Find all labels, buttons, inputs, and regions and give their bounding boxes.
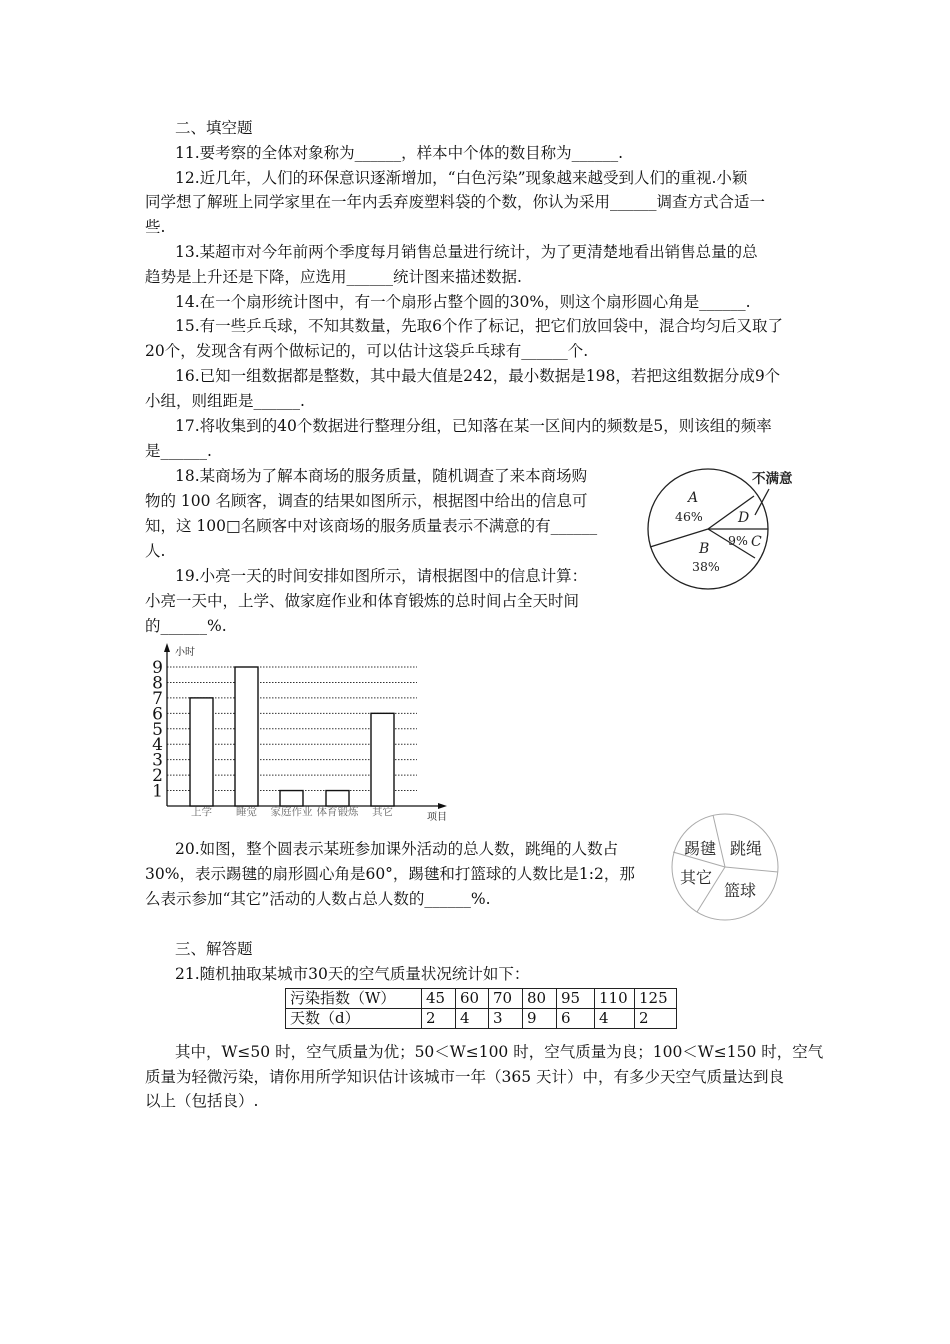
y-tick-label: 9 [152, 658, 163, 678]
q12-line: 同学想了解班上同学家里在一年内丢弃废塑料袋的个数，你认为采用______调查方式合适一 [145, 193, 766, 211]
table-row [286, 1009, 677, 1029]
q19-line: 19.小亮一天的时间安排如图所示，请根据图中的信息计算： [175, 567, 588, 585]
q20-line: 20.如图，整个圆表示某班参加课外活动的总人数，跳绳的人数占 [175, 840, 619, 858]
slice-label-d: D [738, 510, 750, 526]
bar-4 [371, 713, 394, 806]
q18-line: 18.某商场为了解本商场的服务质量，随机调查了来本商场购 [175, 467, 588, 485]
table-cell: 2 [635, 1009, 677, 1029]
q16-line: 16.已知一组数据都是整数，其中最大值是242，最小数据是198，若把这组数据分成9个 [175, 367, 781, 385]
table-cell: 天数（d） [286, 1009, 422, 1029]
table-cell: 45 [422, 989, 456, 1009]
slice-label-c: C [751, 534, 762, 550]
section3-title: 三、解答题 [175, 940, 253, 958]
y-axis-label: 小时 [175, 647, 195, 658]
table-cell: 9 [523, 1009, 557, 1029]
dissatisfied-annotation: 不满意 [752, 471, 793, 487]
q21-line: 质量为轻微污染，请你用所学知识估计该城市一年（365 天计）中，有多少天空气质量达到良 [145, 1068, 785, 1086]
table-cell: 2 [422, 1009, 456, 1029]
y-tick-label: 7 [152, 688, 163, 709]
q15-line: 15.有一些乒乓球，不知其数量，先取6个作了标记，把它们放回袋中，混合均匀后又取了 [175, 317, 784, 335]
q20-line: 么表示参加“其它”活动的人数占总人数的______%. [145, 890, 491, 908]
bar-2 [280, 791, 303, 806]
slice-label-a: A [688, 490, 699, 506]
q19-line: 的______%. [145, 617, 227, 635]
table-row [286, 989, 677, 1009]
slice-value-a: 46% [675, 509, 703, 524]
bar-3 [326, 791, 349, 806]
x-axis-label: 项目 [427, 812, 447, 823]
y-tick-label: 8 [152, 673, 163, 694]
x-tick-label: 上学 [191, 806, 212, 818]
q15-line: 20个，发现含有两个做标记的，可以估计这袋乒乓球有______个. [145, 342, 589, 360]
table-cell: 3 [489, 1009, 523, 1029]
q14-line: 14.在一个扇形统计图中，有一个扇形占整个圆的30%，则这个扇形圆心角是______. [175, 293, 751, 311]
table-cell: 80 [523, 989, 557, 1009]
slice-label-b: B [699, 541, 710, 557]
bar-1 [235, 667, 258, 806]
q17-line: 是______. [145, 442, 212, 460]
x-tick-label: 睡觉 [236, 806, 257, 818]
y-tick-label: 1 [152, 781, 163, 802]
slice-label-other: 其它 [680, 868, 713, 887]
x-tick-label: 家庭作业 [270, 806, 313, 818]
y-tick-label: 4 [152, 735, 163, 756]
table-cell: 4 [595, 1009, 635, 1029]
q18-line: 物的 100 名顾客，调查的结果如图所示，根据图中给出的信息可 [145, 492, 588, 510]
slice-label-jianzi: 踢毽 [684, 839, 717, 858]
x-tick-label: 体育锻炼 [316, 806, 359, 818]
q13-line: 趋势是上升还是下降，应选用______统计图来描述数据. [145, 268, 522, 286]
table-cell: 110 [595, 989, 635, 1009]
y-tick-label: 3 [152, 750, 163, 771]
table-cell: 60 [456, 989, 489, 1009]
q18-line: 人. [145, 542, 166, 560]
y-tick-label: 2 [152, 766, 163, 787]
q16-line: 小组，则组距是______. [145, 392, 305, 410]
q13-line: 13.某超市对今年前两个季度每月销售总量进行统计，为了更清楚地看出销售总量的总 [175, 243, 758, 261]
section2-title: 二、填空题 [175, 119, 253, 137]
x-tick-label: 其它 [372, 806, 393, 818]
y-tick-label: 6 [152, 704, 163, 725]
x-axis-arrow-icon [438, 803, 447, 809]
slice-value-b: 38% [692, 559, 720, 574]
q18-line: 知，这 100□名顾客中对该商场的服务质量表示不满意的有______ [145, 517, 598, 535]
q20-line: 30%，表示踢毽的扇形圆心角是60°，踢毽和打篮球的人数比是1:2，那 [145, 865, 635, 883]
table-cell: 95 [557, 989, 595, 1009]
slice-value-c: 9% [728, 533, 748, 548]
slice-label-basketball: 篮球 [724, 881, 757, 900]
y-tick-label: 5 [152, 719, 163, 740]
q21-line: 其中，W≤50 时，空气质量为优；50＜W≤100 时，空气质量为良；100＜W≤150 时，空气 [175, 1043, 824, 1061]
q12-line: 12.近几年，人们的环保意识逐渐增加，“白色污染”现象越来越受到人们的重视.小颖 [175, 169, 748, 187]
y-axis-arrow-icon [164, 643, 170, 652]
table-cell: 污染指数（W） [286, 989, 422, 1009]
pie-divider [725, 867, 778, 872]
q11-line: 11.要考察的全体对象称为______，样本中个体的数目称为______. [175, 144, 624, 162]
table-cell: 6 [557, 1009, 595, 1029]
q21-line: 以上（包括良）. [145, 1092, 259, 1110]
table-cell: 125 [635, 989, 677, 1009]
q21-intro: 21.随机抽取某城市30天的空气质量状况统计如下： [175, 965, 530, 983]
activity-pie-chart [660, 805, 790, 930]
q12-line: 些. [145, 218, 166, 236]
table-cell: 70 [489, 989, 523, 1009]
slice-label-rope: 跳绳 [730, 839, 763, 858]
table-cell: 4 [456, 1009, 489, 1029]
bar-0 [190, 698, 213, 806]
q17-line: 17.将收集到的40个数据进行整理分组，已知落在某一区间内的频数是5，则该组的频率 [175, 417, 772, 435]
q19-line: 小亮一天中，上学、做家庭作业和体育锻炼的总时间占全天时间 [145, 592, 580, 610]
air-quality-table [285, 988, 677, 1029]
